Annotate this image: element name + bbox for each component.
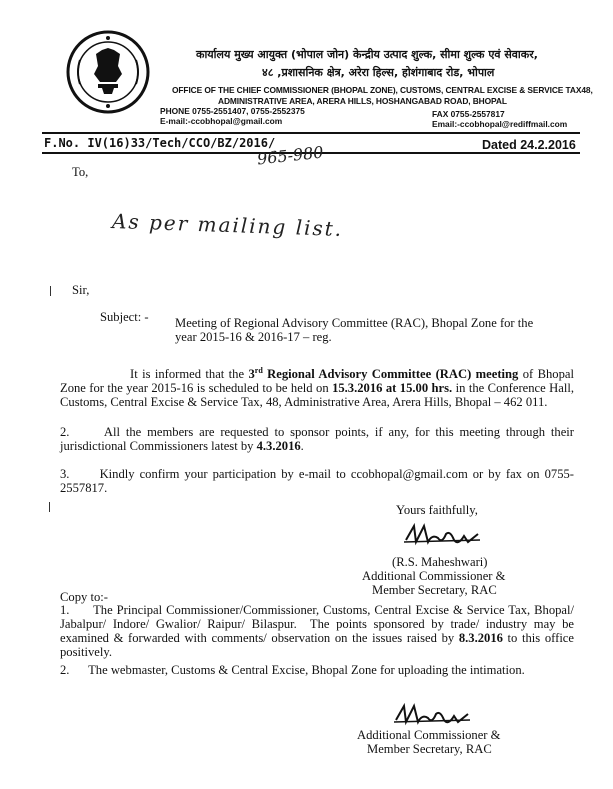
para1-text1: It is informed that the <box>130 367 249 382</box>
paragraph-3: 3. Kindly confirm your participation by e-mail to ccobhopal@gmail.com or by fax on 0755-2557817. <box>60 467 574 495</box>
header-email-left: E-mail:-ccobhopal@gmail.com <box>160 116 283 126</box>
subject-label: Subject: - <box>100 310 149 324</box>
closing: Yours faithfully, <box>396 503 478 517</box>
copy-item-1 <box>60 603 578 659</box>
subject-line1: Meeting of Regional Advisory Committee (RAC), Bhopal Zone for the <box>175 316 534 330</box>
header-hindi-line1: कार्यालय मुख्य आयुक्त (भोपाल जोन) केन्द्रीय उत्पाद शुल्क, सीमा शुल्क एवं सेवाकर, <box>196 48 538 61</box>
para1-bold1: 3rd Regional Advisory Committee (RAC) meeting <box>248 366 519 382</box>
header-office-line1: OFFICE OF THE CHIEF COMMISSIONER (BHOPAL ZONE), CUSTOMS, CENTRAL EXCISE & SERVICE TAX48, <box>172 85 593 95</box>
file-number: F.No. IV(16)33/Tech/CCO/BZ/2016/ <box>44 136 276 150</box>
paragraph-1 <box>60 364 574 409</box>
header-fax: FAX 0755-2557817 <box>432 109 505 119</box>
copy1-text1: 1. The Principal Commissioner/Commissioner, Customs, Central Excise & Service Tax, Bhopal/ Jabalpur/ Indore/ Gwalior/ Raipur/ Bilaspur. The points sponsored by trade/ industry may be examined & forwarded with comments/ observation on the issues raised by <box>60 603 578 645</box>
handwritten-number: 965-980 <box>256 142 325 169</box>
signatory2-title2: Member Secretary, RAC <box>367 742 492 756</box>
margin-mark <box>49 502 50 512</box>
signatory-name: (R.S. Maheshwari) <box>392 555 488 569</box>
copy1-text2: to this office positively. <box>60 631 578 659</box>
para1-bold2: 15.3.2016 at 15.00 hrs. <box>332 381 453 396</box>
para1-text3: in the Conference Hall, Customs, Central Excise & Service Tax, 48, Administrative Area, Arera Hills, Bhopal – 462 011. <box>60 381 574 410</box>
header-hindi-line2: ४८ ,प्रशासनिक क्षेत्र, अरेरा हिल्स, होशंगाबाद रोड, भोपाल <box>262 66 495 79</box>
signatory2-title1: Additional Commissioner & <box>357 728 501 742</box>
copy1-bold1: 8.3.2016 <box>458 631 503 645</box>
para1-text2: of Bhopal Zone for the year 2015-16 is scheduled to be held on <box>60 367 574 396</box>
para2-text1: 2. All the members are requested to sponsor points, if any, for this meeting through their jurisdictional Commissioners latest by <box>60 425 578 453</box>
signature-1 <box>402 520 482 552</box>
copy-to-label: Copy to:- <box>60 590 108 604</box>
signatory-title1: Additional Commissioner & <box>362 569 506 583</box>
copy-item-2: 2. The webmaster, Customs & Central Excise, Bhopal Zone for uploading the intimation. <box>60 663 525 677</box>
handwritten-address: As per mailing list. <box>111 208 344 242</box>
emblem-logo <box>66 30 150 114</box>
para2-bold1: 4.3.2016 <box>256 439 301 453</box>
header-phone: PHONE 0755-2551407, 0755-2552375 <box>160 106 305 116</box>
header-office-line2: ADMINISTRATIVE AREA, ARERA HILLS, HOSHANGABAD ROAD, BHOPAL <box>218 96 507 106</box>
signatory-title2: Member Secretary, RAC <box>372 583 497 597</box>
header-rule-top <box>42 132 580 134</box>
salutation: Sir, <box>72 283 90 297</box>
subject-line2: year 2015-16 & 2016-17 – reg. <box>175 330 332 344</box>
margin-mark <box>50 286 51 296</box>
date-line: Dated 24.2.2016 <box>482 138 576 152</box>
header-email-right: Email:-ccobhopal@rediffmail.com <box>432 119 568 129</box>
to-label: To, <box>72 165 89 179</box>
para2-text2: . <box>300 439 304 453</box>
paragraph-2 <box>60 425 578 453</box>
